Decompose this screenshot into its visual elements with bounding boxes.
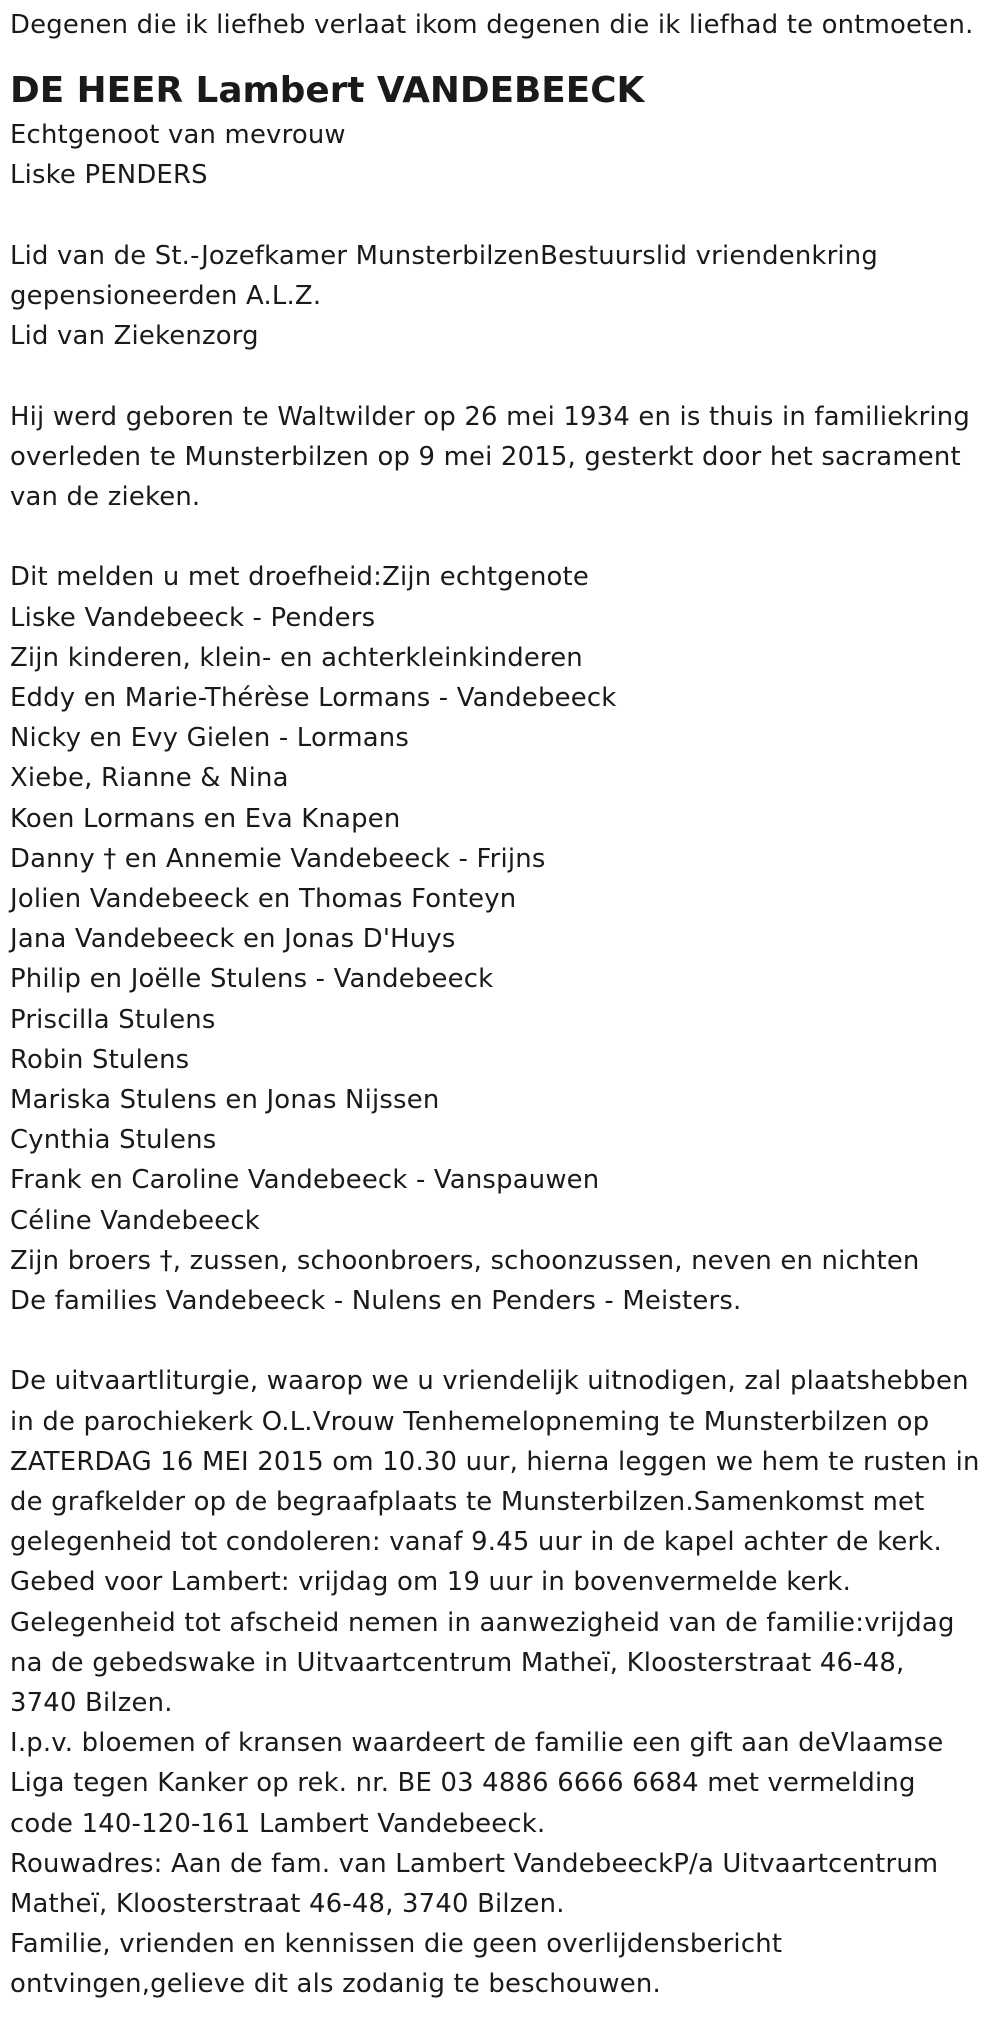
text-line: Lid van de St.-Jozefkamer MunsterbilzenBestuurslid vriendenkring: [10, 240, 879, 271]
paragraph-gap: [10, 356, 995, 396]
text-line: ontvingen,gelieve dit als zodanig te beschouwen.: [10, 1969, 661, 2000]
text-line: 3740 Bilzen.: [10, 1688, 173, 1719]
text-line: Liga tegen Kanker op rek. nr. BE 03 4886 6666 6684 met vermelding: [10, 1768, 916, 1799]
family-member-line: Philip en Joëlle Stulens - Vandebeeck: [10, 964, 494, 995]
family-member-line: Cynthia Stulens: [10, 1125, 217, 1156]
text-line: I.p.v. bloemen of kransen waardeert de familie een gift aan deVlaamse: [10, 1728, 944, 1759]
text-line: van de zieken.: [10, 482, 201, 512]
text-line: overleden te Munsterbilzen op 9 mei 2015, gesterkt door het sacrament: [10, 441, 961, 472]
birth-death-section: [10, 397, 995, 518]
funeral-details-section: [10, 1361, 995, 2004]
paragraph-gap: [10, 517, 995, 557]
memberships-section: [10, 236, 995, 357]
text-line: Lid van Ziekenzorg: [10, 321, 259, 352]
text-line: ZATERDAG 16 MEI 2015 om 10.30 uur, hierna leggen we hem te rusten in: [10, 1446, 980, 1477]
text-line: Gebed voor Lambert: vrijdag om 19 uur in bovenvermelde kerk.: [10, 1567, 852, 1598]
text-line: gelegenheid tot condoleren: vanaf 9.45 uur in de kapel achter de kerk.: [10, 1527, 942, 1558]
family-member-line: Danny † en Annemie Vandebeeck - Frijns: [10, 843, 546, 874]
text-line: Gelegenheid tot afscheid nemen in aanwezigheid van de familie:vrijdag: [10, 1607, 955, 1638]
family-member-line: Frank en Caroline Vandebeeck - Vanspauwen: [10, 1165, 600, 1196]
family-member-line: Priscilla Stulens: [10, 1004, 216, 1035]
paragraph-gap: [10, 196, 995, 236]
text-line: gepensioneerden A.L.Z.: [10, 281, 322, 311]
family-member-line: Nicky en Evy Gielen - Lormans: [10, 723, 410, 754]
family-member-line: Eddy en Marie-Thérèse Lormans - Vandebeeck: [10, 683, 617, 713]
text-line: Familie, vrienden en kennissen die geen overlijdensbericht: [10, 1929, 783, 1960]
family-section: [10, 557, 995, 1321]
family-member-line: Zijn broers †, zussen, schoonbroers, schoonzussen, neven en nichten: [10, 1245, 920, 1276]
text-line: na de gebedswake in Uitvaartcentrum Matheï, Kloosterstraat 46-48,: [10, 1647, 905, 1678]
family-member-line: Céline Vandebeeck: [10, 1205, 260, 1236]
family-member-line: Xiebe, Rianne & Nina: [10, 763, 289, 794]
deceased-name-heading: DE HEER Lambert VANDEBEECK: [10, 70, 645, 112]
family-member-line: Liske Vandebeeck - Penders: [10, 602, 376, 633]
text-line: De uitvaartliturgie, waarop we u vriendelijk uitnodigen, zal plaatshebben: [10, 1366, 969, 1397]
paragraph-gap: [10, 1321, 995, 1361]
intro-quote: Degenen die ik liefheb verlaat ikom degenen die ik liefhad te ontmoeten.: [10, 10, 974, 40]
text-line: de grafkelder op de begraafplaats te Munsterbilzen.Samenkomst met: [10, 1487, 925, 1518]
text-line: Rouwadres: Aan de fam. van Lambert VandebeeckP/a Uitvaartcentrum: [10, 1848, 939, 1879]
family-member-line: Koen Lormans en Eva Knapen: [10, 803, 401, 834]
family-member-line: De families Vandebeeck - Nulens en Penders - Meisters.: [10, 1286, 742, 1317]
text-line: Echtgenoot van mevrouw: [10, 120, 346, 151]
text-line: in de parochiekerk O.L.Vrouw Tenhemelopneming te Munsterbilzen op: [10, 1406, 930, 1437]
text-line: Liske PENDERS: [10, 160, 208, 191]
text-line: Hij werd geboren te Waltwilder op 26 mei 1934 en is thuis in familiekring: [10, 401, 970, 432]
family-member-line: Jana Vandebeeck en Jonas D'Huys: [10, 924, 456, 955]
family-member-line: Mariska Stulens en Jonas Nijssen: [10, 1085, 440, 1116]
obituary-document: [10, 0, 995, 2005]
family-member-line: Jolien Vandebeeck en Thomas Fonteyn: [10, 884, 517, 915]
text-line: code 140-120-161 Lambert Vandebeeck.: [10, 1808, 546, 1839]
family-member-line: Zijn kinderen, klein- en achterkleinkinderen: [10, 642, 583, 673]
text-line: Dit melden u met droefheid:Zijn echtgenote: [10, 562, 589, 593]
text-line: Matheï, Kloosterstraat 46-48, 3740 Bilzen.: [10, 1889, 565, 1920]
family-member-line: Robin Stulens: [10, 1044, 190, 1075]
spouse-section: [10, 115, 995, 195]
